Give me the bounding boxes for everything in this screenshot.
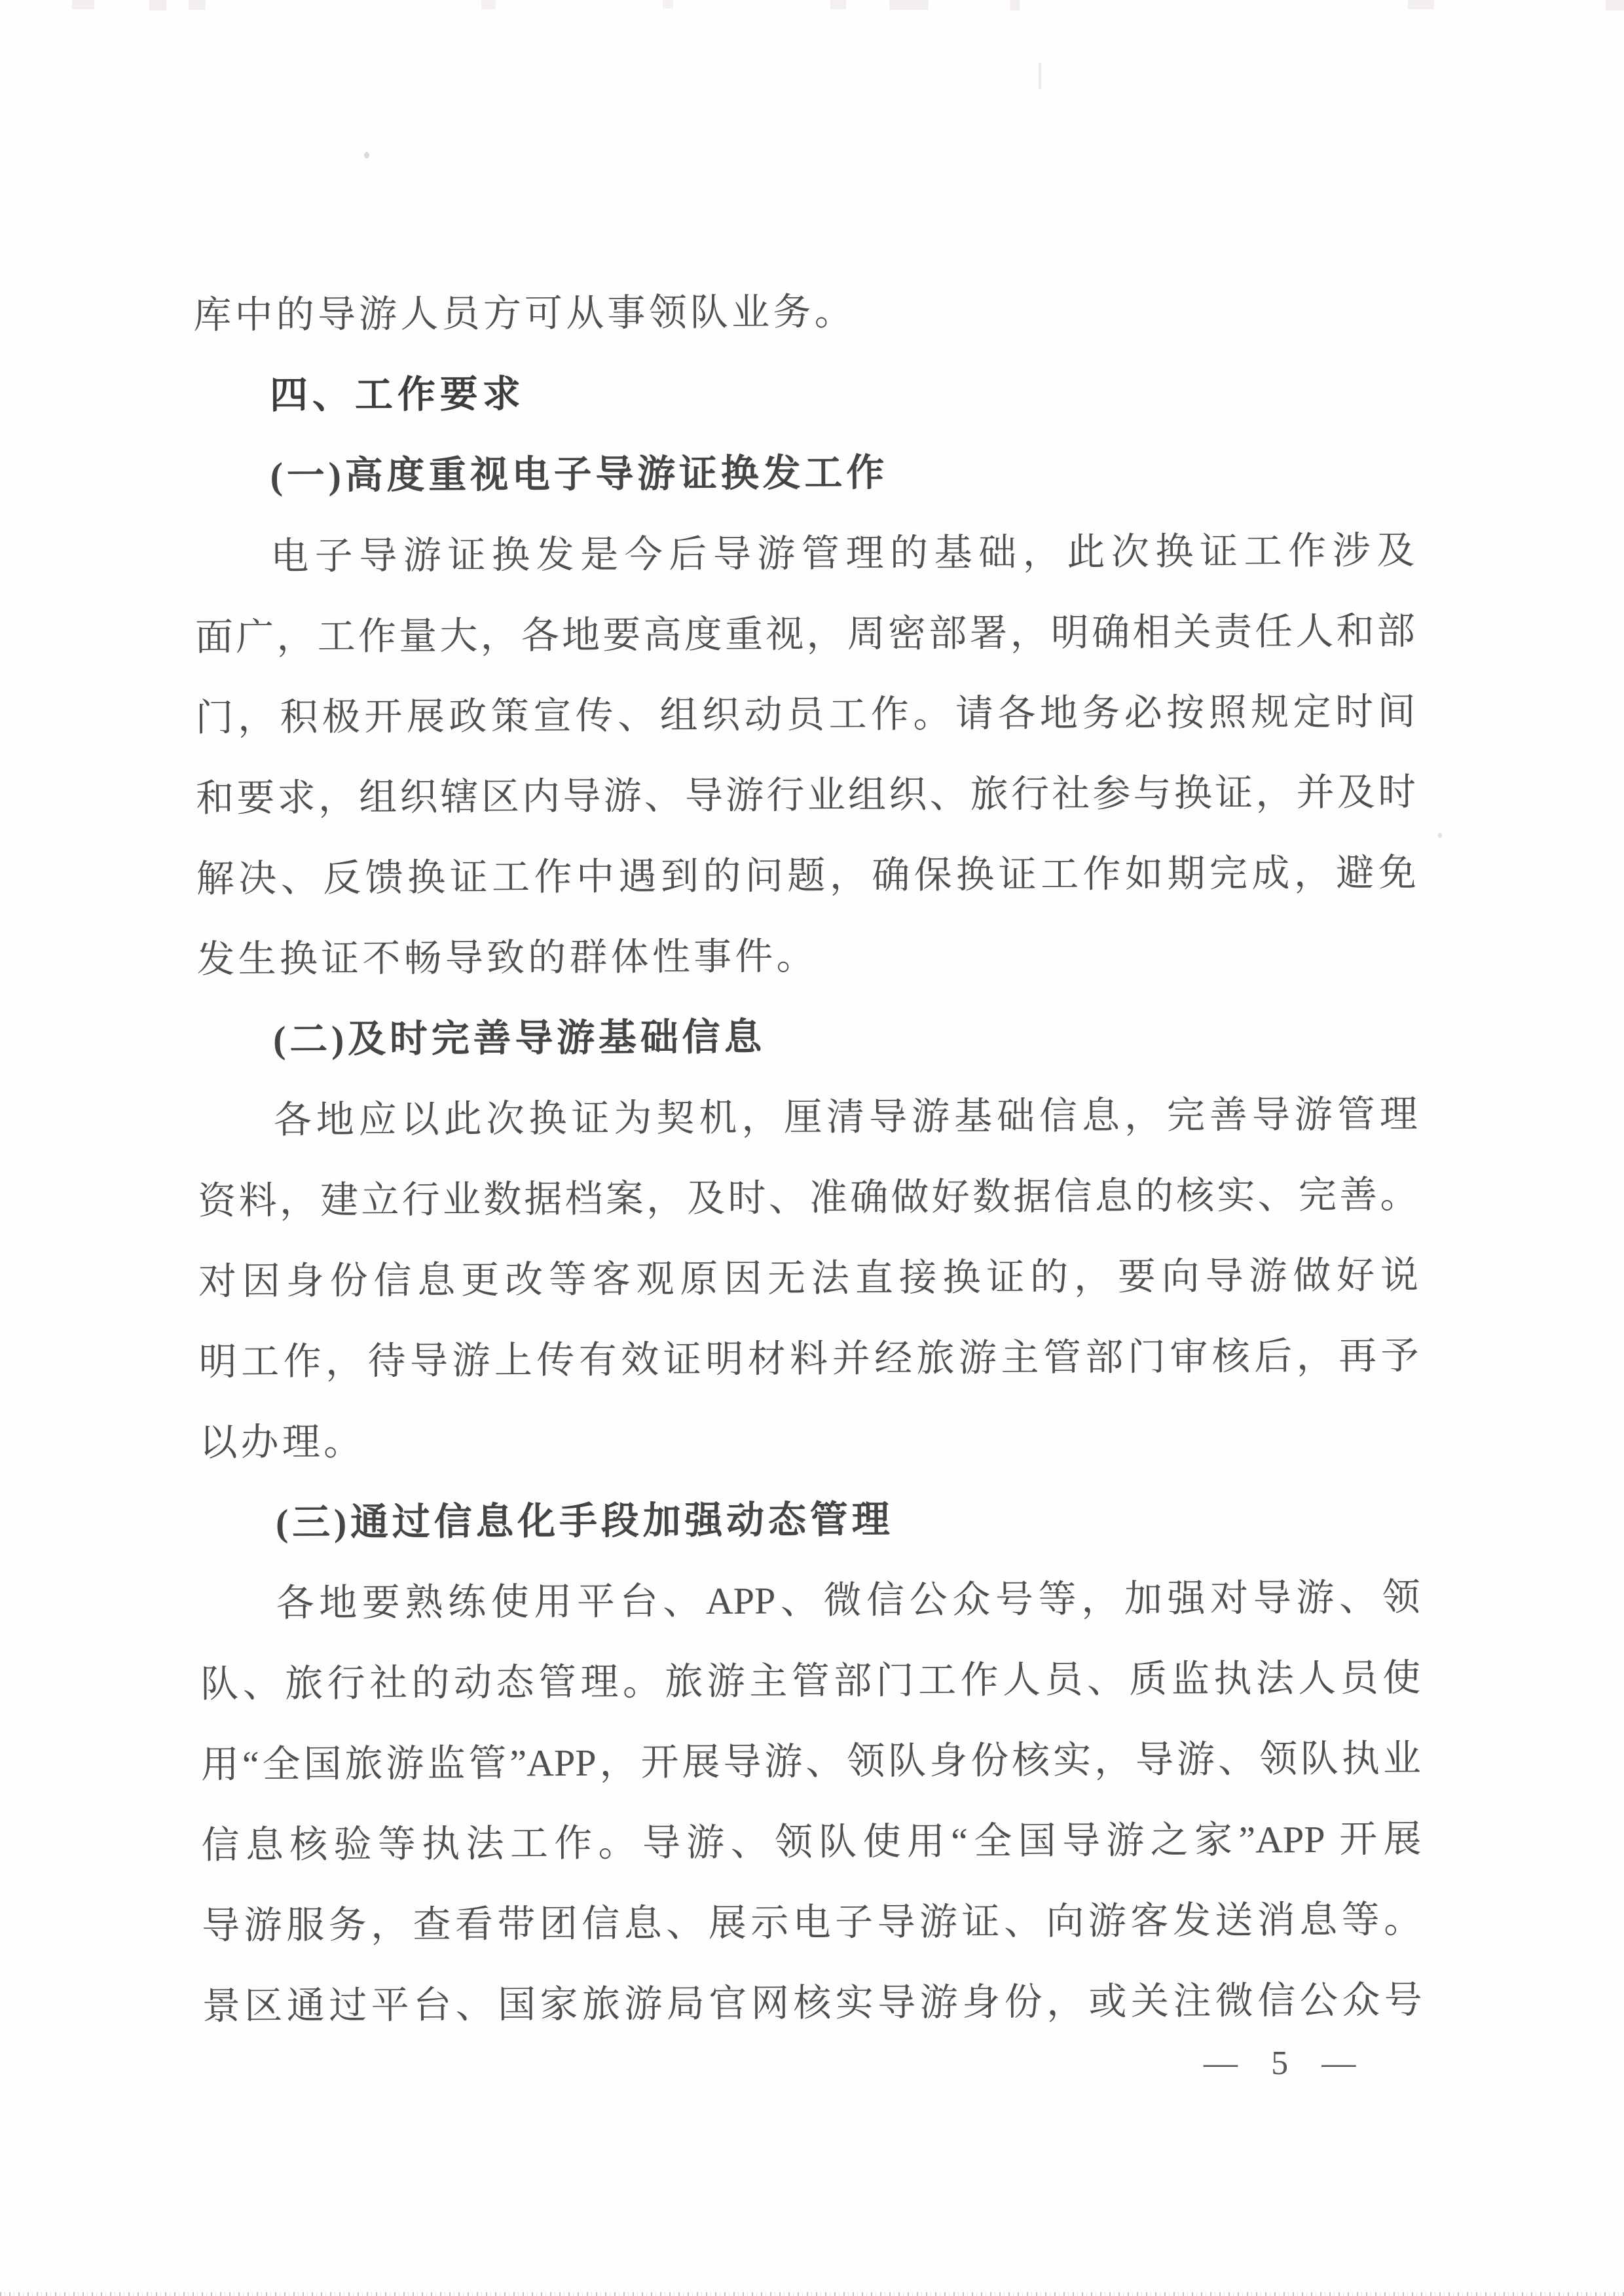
text-line: 导游服务，查看带团信息、展示电子导游证、向游客发送消息等。 xyxy=(202,1898,1422,1947)
text-line: 队、旅行社的动态管理。旅游主管部门工作人员、质监执法人员使 xyxy=(200,1656,1421,1705)
text-line: 门，积极开展政策宣传、组织动员工作。请各地务必按照规定时间 xyxy=(195,690,1416,739)
scan-artifact-top xyxy=(0,0,1624,12)
text-line: 以办理。 xyxy=(199,1420,365,1464)
text-line: 信息核验等执法工作。导游、领队使用“全国导游之家”APP 开展 xyxy=(201,1817,1422,1867)
text-line: 明工作，待导游上传有效证明材料并经旅游主管部门审核后，再予 xyxy=(198,1334,1419,1383)
text-line: 对因身份信息更改等客观原因无法直接换证的，要向导游做好说 xyxy=(198,1254,1419,1303)
text-line: 电子导游证换发是今后导游管理的基础，此次换证工作涉及 xyxy=(270,529,1415,578)
text-line: 和要求，组织辖区内导游、导游行业组织、旅行社参与换证，并及时 xyxy=(196,771,1416,820)
text-line: 景区通过平台、国家旅游局官网核实导游身份，或关注微信公众号 xyxy=(202,1978,1422,2028)
text-line: (二)及时完善导游基础信息 xyxy=(272,1015,766,1061)
text-line: 解决、反馈换证工作中遇到的问题，确保换证工作如期完成，避免 xyxy=(196,851,1416,900)
text-line: 各地要熟练使用平台、APP、微信公众号等，加强对导游、领 xyxy=(276,1576,1420,1625)
text-line: 库中的导游人员方可从事领队业务。 xyxy=(193,290,857,337)
page-number: — 5 — xyxy=(1204,2045,1357,2082)
text-line: 各地应以此次换证为契机，厘清导游基础信息，完善导游管理 xyxy=(273,1093,1418,1142)
scan-artifact-bottom xyxy=(0,2292,1624,2296)
text-line: 发生换证不畅导致的群体性事件。 xyxy=(196,935,818,981)
scan-speck xyxy=(364,152,369,158)
text-line: 面广，工作量大，各地要高度重视，周密部署，明确相关责任人和部 xyxy=(194,610,1416,659)
text-line: 资料，建立行业数据档案，及时、准确做好数据信息的核实、完善。 xyxy=(198,1173,1418,1222)
text-line: 四、工作要求 xyxy=(269,373,525,417)
text-line: (一)高度重视电子导游证换发工作 xyxy=(270,451,889,498)
text-line: 用“全国旅游监管”APP，开展导游、领队身份核实，导游、领队执业 xyxy=(200,1737,1422,1786)
scan-speck xyxy=(1438,833,1442,838)
text-line: (三)通过信息化手段加强动态管理 xyxy=(275,1498,894,1544)
scan-speck xyxy=(1039,63,1041,89)
document-lines xyxy=(193,268,1422,2047)
